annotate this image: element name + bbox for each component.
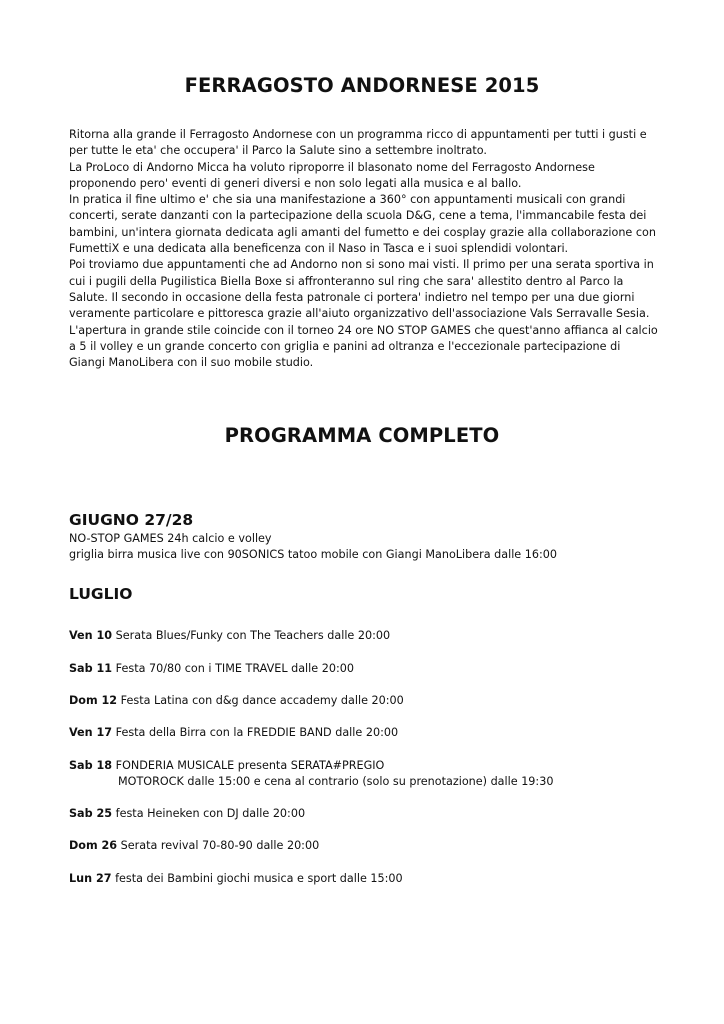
event-day: Sab 25 [69,807,113,820]
event-description: Festa Latina con d&g dance accademy dalle 20:00 [120,694,404,707]
intro-text [69,127,659,371]
event-description: Festa della Birra con la FREDDIE BAND dalle 20:00 [115,726,399,739]
giugno-line: NO-STOP GAMES 24h calcio e volley [69,532,272,545]
intro-paragraph: In pratica il fine ultimo e' che sia una manifestazione a 360° con appuntamenti musicali con grandi concerti, serate danzanti con la partecipazione della scuola D&G, cene a tema, l'immancabile festa dei bambini, un'intera giornata dedicata agli amanti del fumetto e dei cosplay grazie alla collaborazione con FumettiX e una dedicata alla beneficenza con il Naso in Tasca e i suoi splendidi volontari. [69,193,656,256]
event-description: Serata revival 70-80-90 dalle 20:00 [120,839,320,852]
event-description: FONDERIA MUSICALE presenta SERATA#PREGIO [115,759,385,772]
event-entry [69,806,669,822]
intro-paragraph: Ritorna alla grande il Ferragosto Andornese con un programma ricco di appuntamenti per tutti i gusti e per tutte le eta' che occupera' il Parco la Salute sino a settembre inoltrato. [69,128,647,158]
event-day: Dom 12 [69,694,118,707]
event-entry [69,661,669,677]
program-title: PROGRAMMA COMPLETO [224,424,500,447]
event-description: festa Heineken con DJ dalle 20:00 [115,807,306,820]
event-day: Sab 11 [69,662,113,675]
event-day: Ven 17 [69,726,113,739]
event-day: Dom 26 [69,839,118,852]
event-description: Serata Blues/Funky con The Teachers dalle 20:00 [115,629,391,642]
intro-paragraph: Poi troviamo due appuntamenti che ad Andorno non si sono mai visti. Il primo per una serata sportiva in cui i pugili della Pugilistica Biella Boxe si affronteranno sul ring che sara' allestito dentro al Parco la Salute. Il secondo in occasione della festa patronale ci portera' indietro nel tempo per una due giorni veramente particolare e pittoresca grazie all'aiuto organizzativo dell'associazione Vals Serravalle Sesia. [69,258,654,321]
intro-paragraph: La ProLoco di Andorno Micca ha voluto riproporre il blasonato nome del Ferragosto Andornese proponendo pero' eventi di generi diversi e non solo legati alla musica e al ballo. [69,160,595,190]
event-day: Sab 18 [69,759,113,772]
event-day: Ven 10 [69,629,113,642]
event-day: Lun 27 [69,872,112,885]
event-entry [69,838,669,854]
event-description-continuation: MOTOROCK dalle 15:00 e cena al contrario (solo su prenotazione) dalle 19:30 [118,775,554,789]
luglio-heading: LUGLIO [69,585,133,603]
document-title: FERRAGOSTO ANDORNESE 2015 [184,74,540,97]
event-entry [69,758,669,791]
intro-paragraph: L'apertura in grande stile coincide con il torneo 24 ore NO STOP GAMES che quest'anno affianca al calcio a 5 il volley e un grande concerto con griglia e panini ad oltranza e l'eccezionale partecipazione di Giangi ManoLibera con il suo mobile studio. [69,323,658,370]
event-entry [69,693,669,709]
giugno-details [69,531,669,564]
event-description: Festa 70/80 con i TIME TRAVEL dalle 20:00 [115,662,354,675]
giugno-line: griglia birra musica live con 90SONICS tatoo mobile con Giangi ManoLibera dalle 16:00 [69,548,557,562]
event-entry [69,628,669,644]
giugno-heading: GIUGNO 27/28 [69,511,194,529]
event-description: festa dei Bambini giochi musica e sport dalle 15:00 [115,872,403,885]
event-entry [69,725,669,741]
event-entry [69,871,669,887]
